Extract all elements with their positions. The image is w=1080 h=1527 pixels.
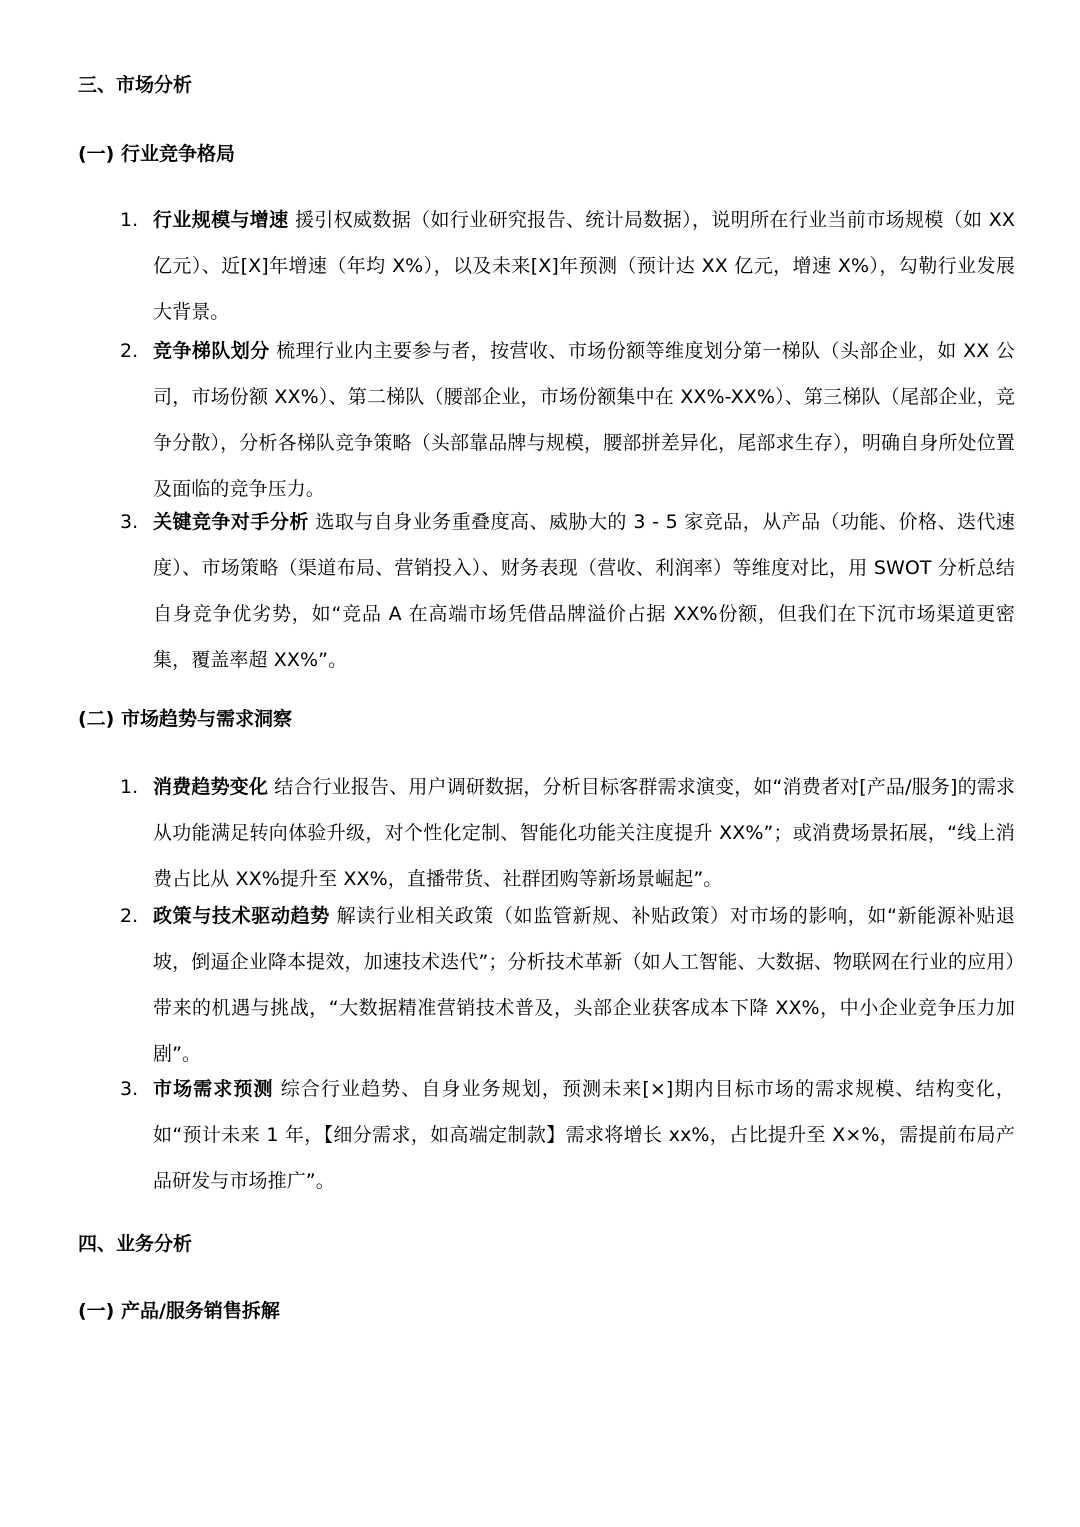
list-item-body	[153, 893, 1015, 1077]
list-item-body	[153, 197, 1015, 335]
list-item-number: 2.	[120, 905, 139, 927]
list-item-body	[153, 1066, 1015, 1204]
list-item-number: 3.	[120, 1078, 139, 1100]
list-item-title: 行业规模与增速	[153, 209, 289, 231]
list-item-text: 结合行业报告、用户调研数据，分析目标客群需求演变，如“消费者对[产品/服务]的需求从功能满足转向体验升级，对个性化定制、智能化功能关注度提升 XX%”；或消费场景拓展，“线上消费占比从 XX%提升至 XX%，直播带货、社群团购等新场景崛起”。	[153, 776, 1016, 890]
list-item-text: 解读行业相关政策（如监管新规、补贴政策）对市场的影响，如“新能源补贴退坡，倒逼企业降本提效，加速技术迭代”；分析技术革新（如人工智能、大数据、物联网在行业的应用）带来的机遇与挑战，“大数据精准营销技术普及，头部企业获客成本下降 XX%，中小企业竞争压力加剧”。	[153, 905, 1015, 1065]
list-item-title: 竞争梯队划分	[153, 340, 270, 362]
list-item-title: 政策与技术驱动趋势	[153, 905, 330, 927]
list-item-number: 1.	[120, 209, 139, 231]
list-item-number: 3.	[120, 511, 139, 533]
list-item-body	[153, 328, 1015, 512]
subsection-3-2-title: (二) 市场趋势与需求洞察	[78, 708, 292, 730]
section-4-title: 四、业务分析	[78, 1233, 193, 1255]
list-item-body	[153, 499, 1015, 683]
list-item-text: 综合行业趋势、自身业务规划，预测未来[×]期内目标市场的需求规模、结构变化，如“预计未来 1 年，【细分需求，如高端定制款】需求将增长 xx%，占比提升至 X×%，需提前布局产品研发与市场推广”。	[153, 1078, 1016, 1192]
list-item-title: 消费趋势变化	[153, 776, 268, 798]
list-item-number: 2.	[120, 340, 139, 362]
list-item-body	[153, 764, 1015, 902]
list-item-text: 选取与自身业务重叠度高、威胁大的 3 - 5 家竞品，从产品（功能、价格、迭代速度）、市场策略（渠道布局、营销投入）、财务表现（营收、利润率）等维度对比，用 SWOT 分析总结自身竞争优劣势，如“竞品 A 在高端市场凭借品牌溢价占据 XX%份额，但我们在下沉市场渠道更密集，覆盖率超 XX%”。	[153, 511, 1015, 671]
subsection-4-1-title: (一) 产品/服务销售拆解	[78, 1300, 280, 1322]
list-item-title: 市场需求预测	[153, 1078, 274, 1100]
list-item-text: 梳理行业内主要参与者，按营收、市场份额等维度划分第一梯队（头部企业，如 XX 公司，市场份额 XX%）、第二梯队（腰部企业，市场份额集中在 XX%-XX%）、第三梯队（尾部企业，竞争分散），分析各梯队竞争策略（头部靠品牌与规模，腰部拼差异化，尾部求生存），明确自身所处位置及面临的竞争压力。	[153, 340, 1015, 500]
list-item-number: 1.	[120, 776, 139, 798]
section-3-title: 三、市场分析	[78, 74, 193, 96]
subsection-3-1-title: (一) 行业竞争格局	[78, 143, 235, 165]
list-item-text: 援引权威数据（如行业研究报告、统计局数据），说明所在行业当前市场规模（如 XX 亿元）、近[X]年增速（年均 X%），以及未来[X]年预测（预计达 XX 亿元，增速 X%），勾勒行业发展大背景。	[153, 209, 1016, 323]
list-item-title: 关键竞争对手分析	[153, 511, 309, 533]
